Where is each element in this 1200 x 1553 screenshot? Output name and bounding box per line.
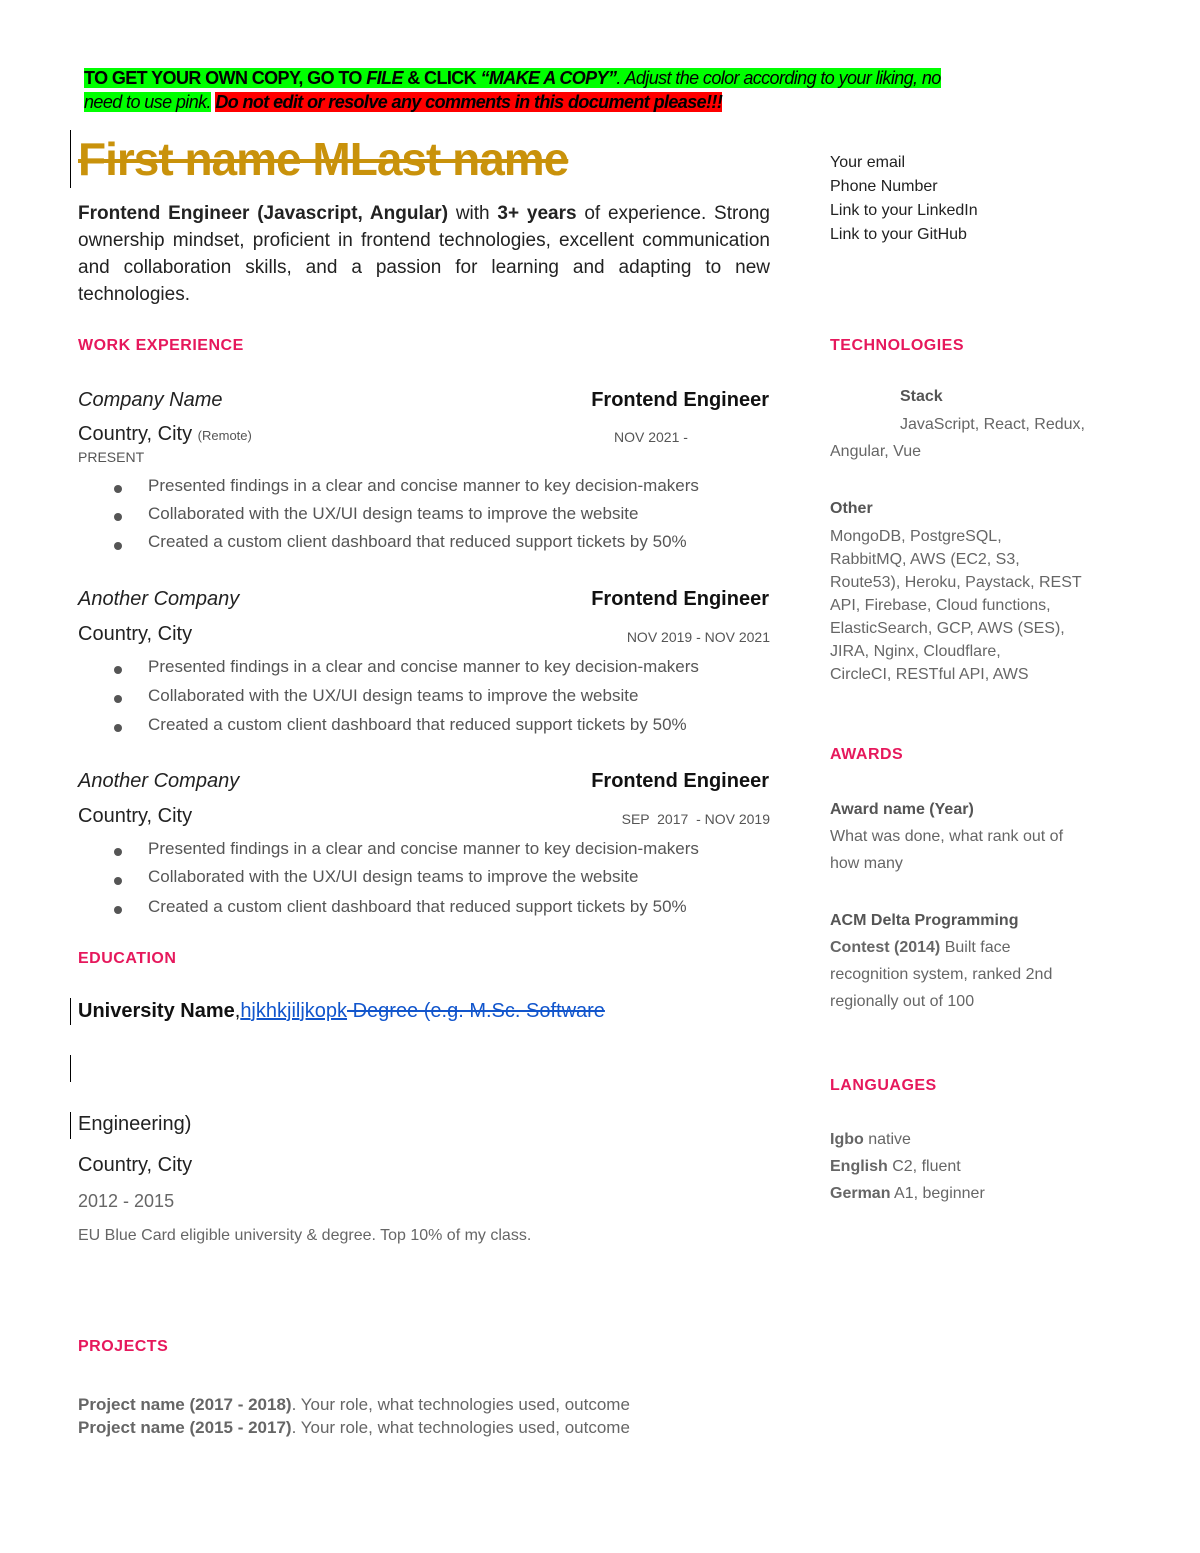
job-bullet: Presented findings in a clear and concise manner to key decision-makers (148, 839, 699, 858)
job-bullet: Collaborated with the UX/UI design teams to improve the website (148, 686, 639, 705)
job-location-text: Country, City (78, 423, 193, 445)
education-link[interactable]: hjkhkjiljkopk (240, 1000, 348, 1022)
contact-list (830, 151, 978, 247)
other-technologies (830, 525, 1082, 686)
section-education: EDUCATION (78, 950, 177, 967)
project-desc: . Your role, what technologies used, outcome (291, 1418, 630, 1437)
award-title: Contest (2014) (830, 939, 941, 956)
award-desc: Built face (940, 939, 1011, 956)
section-awards: AWARDS (830, 746, 904, 763)
other-label: Other (830, 500, 873, 517)
job-bullet: Presented findings in a clear and concise manner to key decision-makers (148, 657, 699, 676)
tech-line: ElasticSearch, GCP, AWS (SES), (830, 620, 1065, 637)
award-desc: What was done, what rank out of (830, 828, 1064, 845)
language-name: German (830, 1185, 891, 1202)
award-desc: how many (830, 855, 903, 872)
section-languages: LANGUAGES (830, 1077, 937, 1094)
bullet-icon (114, 485, 122, 493)
comma: , (234, 1000, 241, 1022)
notice-warning: Do not edit or resolve any comments in this document please!!! (215, 92, 723, 112)
university-name: University Name (78, 1000, 235, 1022)
tech-line: CircleCI, RESTful API, AWS (830, 666, 1029, 683)
language-level: A1, beginner (890, 1185, 985, 1202)
tech-line: JIRA, Nginx, Cloudflare, (830, 643, 1001, 660)
award-desc: regionally out of 100 (830, 993, 975, 1010)
contact-github[interactable]: Link to your GitHub (830, 226, 967, 243)
contact-email[interactable]: Your email (830, 154, 906, 171)
summary-text: of experience. Strong ownership mindset, proficient in frontend technologies, excellent communication and collaboration skills, and a passion for learning and adapting to new technologies. (78, 203, 770, 305)
project-years: (2015 - 2017) (189, 1418, 292, 1437)
job-bullet: Collaborated with the UX/UI design teams to improve the website (148, 867, 639, 886)
job-dates: NOV 2019 - NOV 2021 (626, 629, 770, 645)
language-level: C2, fluent (887, 1158, 961, 1175)
tech-line: API, Firebase, Cloud functions, (830, 597, 1051, 614)
job-company: Another Company (78, 588, 240, 610)
job-bullet: Presented findings in a clear and concise manner to key decision-makers (148, 476, 699, 495)
project-name: Project name (78, 1418, 185, 1437)
summary (78, 200, 770, 308)
job-role: Frontend Engineer (591, 770, 769, 792)
job-role: Frontend Engineer (591, 389, 769, 411)
award-item (830, 796, 1063, 877)
education-title (78, 1000, 605, 1023)
language-level: native (863, 1131, 911, 1148)
job-bullet: Created a custom client dashboard that reduced support tickets by 50% (148, 897, 687, 916)
stack-line: JavaScript, React, Redux, (900, 416, 1085, 433)
job-location: Country, City (78, 805, 193, 827)
languages-list (830, 1126, 985, 1207)
job-dates-end: PRESENT (78, 449, 145, 465)
text-cursor (70, 1112, 71, 1139)
job-bullet: Created a custom client dashboard that reduced support tickets by 50% (148, 532, 687, 551)
copy-notice-line1 (84, 68, 941, 89)
language-item (830, 1180, 985, 1207)
text-cursor (70, 130, 71, 188)
text-cursor (70, 1055, 71, 1082)
education-years: 2012 - 2015 (78, 1191, 175, 1211)
project-years: (2017 - 2018) (189, 1395, 292, 1414)
award-item (830, 907, 1052, 1015)
language-name: English (830, 1158, 888, 1175)
notice-text: & CLICK (402, 68, 481, 88)
copy-notice-line2 (84, 92, 722, 113)
job-bullet: Created a custom client dashboard that reduced support tickets by 50% (148, 715, 687, 734)
award-title: ACM Delta Programming (830, 912, 1019, 929)
stack-line: Angular, Vue (830, 443, 922, 460)
bullet-icon (114, 724, 122, 732)
notice-text: TO GET YOUR OWN COPY, GO TO (84, 68, 367, 88)
contact-linkedin[interactable]: Link to your LinkedIn (830, 202, 978, 219)
text-cursor (70, 998, 71, 1025)
notice-text: . Adjust the color according to your liking, no (616, 68, 941, 88)
bullet-icon (114, 695, 122, 703)
job-dates: NOV 2021 - (614, 429, 688, 445)
full-name: First name MLast name (78, 133, 569, 185)
job-location: Country, City (78, 623, 193, 645)
section-work-experience: WORK EXPERIENCE (78, 337, 244, 354)
bullet-icon (114, 906, 122, 914)
language-name: Igbo (830, 1131, 864, 1148)
project-item (78, 1418, 630, 1438)
bullet-icon (114, 666, 122, 674)
language-item (830, 1126, 985, 1153)
project-item (78, 1395, 630, 1415)
section-technologies: TECHNOLOGIES (830, 337, 965, 354)
bullet-icon (114, 513, 122, 521)
project-name: Project name (78, 1395, 185, 1414)
award-desc: recognition system, ranked 2nd (830, 966, 1053, 983)
job-role: Frontend Engineer (591, 588, 769, 610)
tech-line: MongoDB, PostgreSQL, (830, 528, 1002, 545)
bullet-icon (114, 848, 122, 856)
summary-years: 3+ years (497, 203, 577, 224)
summary-text: with (448, 203, 498, 224)
job-bullet: Collaborated with the UX/UI design teams to improve the website (148, 504, 639, 523)
education-note: EU Blue Card eligible university & degree. Top 10% of my class. (78, 1227, 532, 1244)
section-projects: PROJECTS (78, 1338, 169, 1355)
education-location: Country, City (78, 1154, 193, 1176)
bullet-icon (114, 877, 122, 885)
project-desc: . Your role, what technologies used, outcome (291, 1395, 630, 1414)
award-title: Award name (Year) (830, 801, 974, 818)
tech-line: RabbitMQ, AWS (EC2, S3, (830, 551, 1020, 568)
job-location (78, 423, 252, 446)
tech-line: Route53), Heroku, Paystack, REST (830, 574, 1082, 591)
notice-make-copy: “MAKE A COPY” (480, 68, 617, 88)
language-item (830, 1153, 985, 1180)
job-dates: SEP 2017 - NOV 2019 (621, 811, 770, 827)
stack-label: Stack (900, 388, 943, 405)
job-remote: (Remote) (197, 428, 252, 443)
degree-struck: Degree (e.g. M.Sc. Software (347, 1000, 605, 1022)
job-company: Another Company (78, 770, 240, 792)
degree-end: Engineering) (78, 1113, 192, 1135)
contact-phone[interactable]: Phone Number (830, 178, 938, 195)
job-company: Company Name (78, 389, 223, 411)
summary-role: Frontend Engineer (Javascript, Angular) (78, 203, 449, 224)
notice-file: FILE (366, 68, 403, 88)
bullet-icon (114, 542, 122, 550)
notice-text: need to use pink. (84, 92, 211, 112)
